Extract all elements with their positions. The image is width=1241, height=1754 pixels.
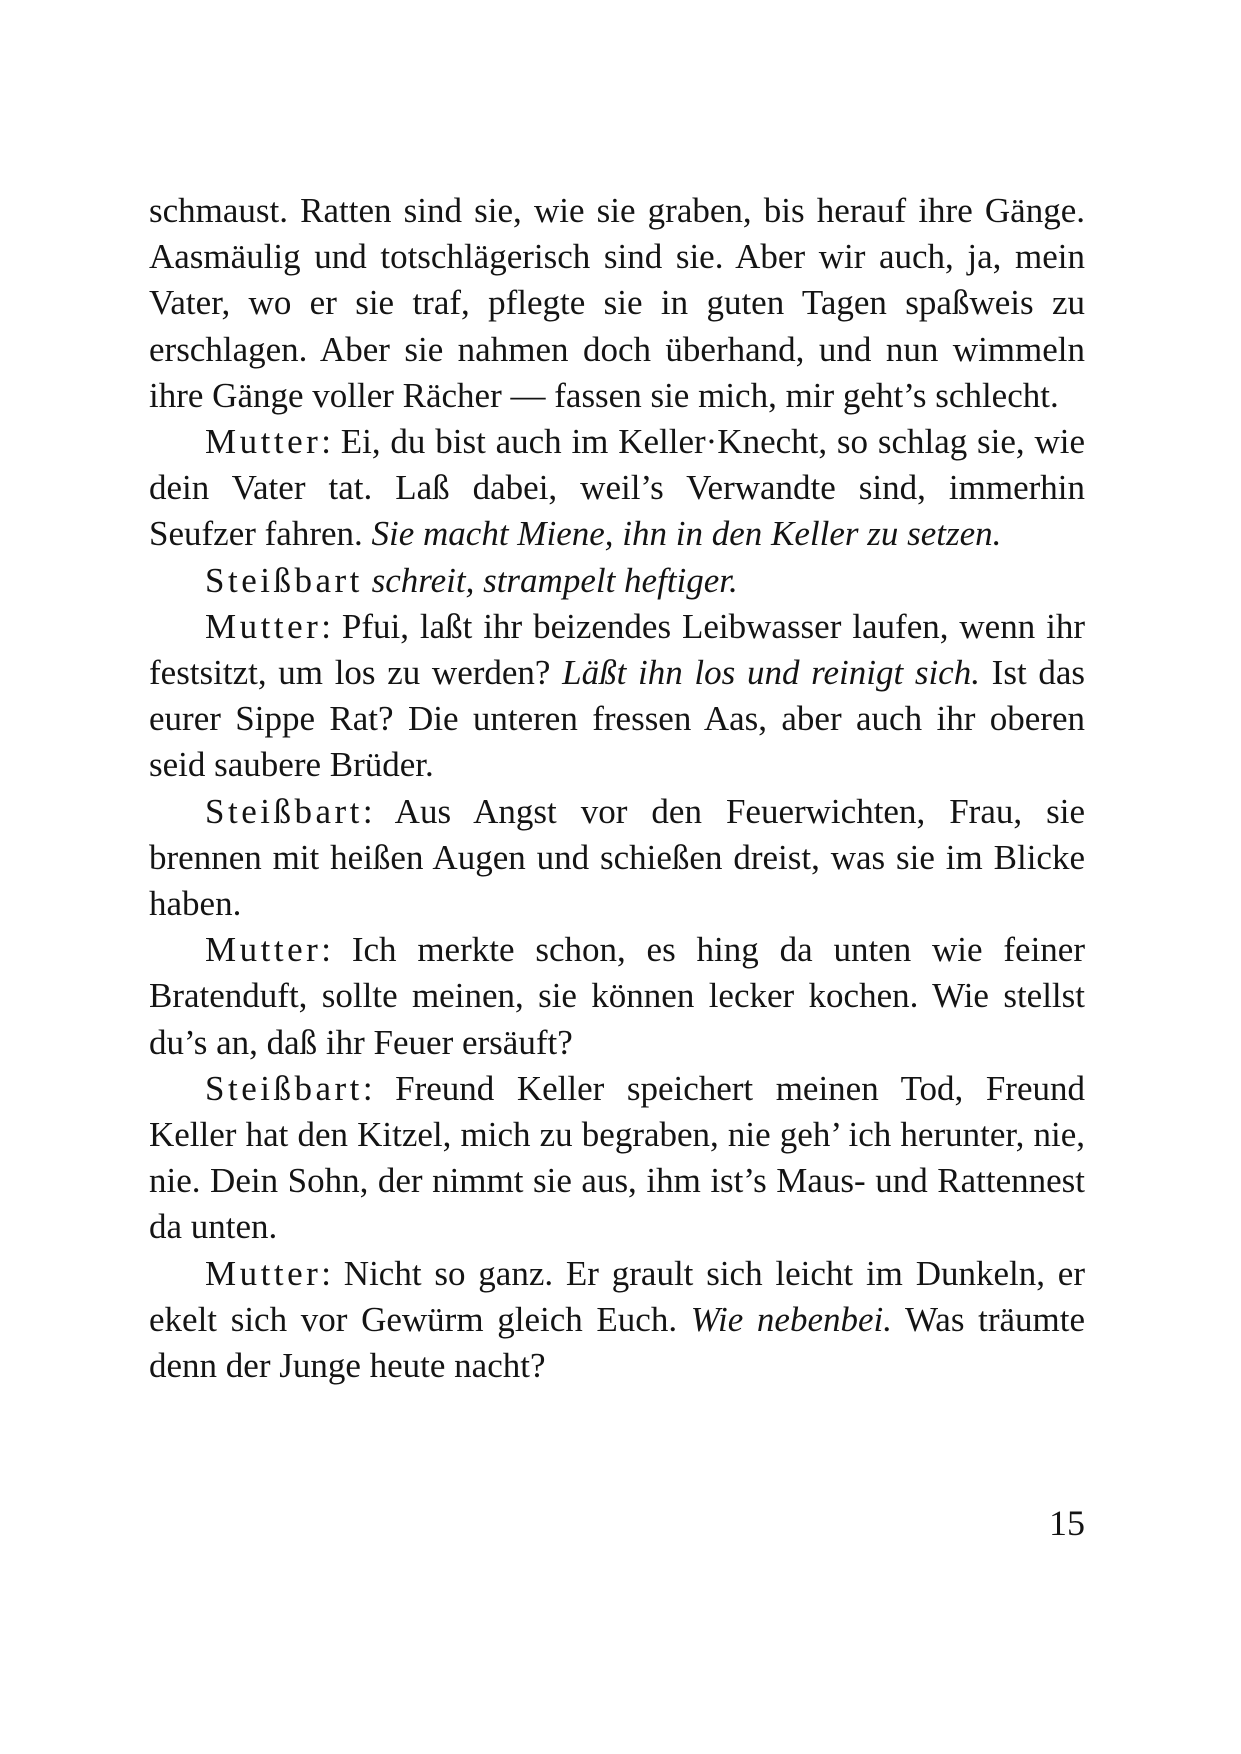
- paragraph-5: [149, 789, 1085, 928]
- stage-direction: Wie nebenbei.: [690, 1299, 893, 1339]
- speaker-name: Mutter: [205, 930, 322, 970]
- paragraph-7: [149, 1066, 1085, 1251]
- paragraph-text: : Ich merkte schon, es hing da unten wie feiner Bratenduft, sollte meinen, sie können lecker kochen. Wie stellst du’s an, daß ihr Feuer ersäuft?: [149, 930, 1085, 1062]
- speaker-name: Steißbart: [205, 560, 363, 600]
- page-number: 15: [1049, 1503, 1085, 1543]
- speaker-name: Mutter: [205, 422, 322, 462]
- stage-direction: Läßt ihn los und reinigt sich.: [562, 653, 980, 693]
- paragraph-3: [149, 558, 1085, 604]
- speaker-name: Mutter: [205, 1253, 322, 1293]
- stage-direction: Sie macht Miene, ihn in den Keller zu setzen.: [371, 514, 1002, 554]
- paragraph-2: [149, 419, 1085, 558]
- stage-direction: schreit, strampelt heftiger.: [371, 560, 738, 600]
- paragraph-text: : Freund Keller speichert meinen Tod, Freund Keller hat den Kitzel, mich zu begraben, nie geh’ ich herunter, nie, nie. Dein Sohn, der nimmt sie aus, ihm ist’s Maus- und Rattennest da unten.: [149, 1068, 1085, 1247]
- paragraph-4: [149, 604, 1085, 789]
- speaker-name: Steißbart: [205, 791, 363, 831]
- paragraph-text: : Pfui, laßt ihr beizendes Leibwasser laufen, wenn ihr festsitzt, um los zu werden?: [149, 606, 1085, 693]
- paragraph-8: [149, 1251, 1085, 1390]
- paragraph-text: schmaust. Ratten sind sie, wie sie graben, bis herauf ihre Gänge. Aasmäulig und totschlägerisch sind sie. Aber wir auch, ja, mein Vater, wo er sie traf, pflegte sie in guten Tagen spaßweis zu erschlagen. Aber sie nahmen doch überhand, und nun wimmeln ihre Gänge voller Rächer — fassen sie mich, mir geht’s schlecht.: [149, 191, 1085, 415]
- paragraph-1: [149, 188, 1085, 419]
- paragraph-text: : Aus Angst vor den Feuerwichten, Frau, sie brennen mit heißen Augen und schießen dreist, was sie im Blicke haben.: [149, 791, 1085, 924]
- speaker-name: Mutter: [205, 606, 322, 646]
- page-body: [149, 188, 1085, 1389]
- paragraph-text: : Ei, du bist auch im Keller·Knecht, so schlag sie, wie dein Vater tat. Laß dabei, weil’s Verwandte sind, immerhin Seufzer fahren.: [149, 422, 1085, 554]
- speaker-name: Steißbart: [205, 1068, 363, 1108]
- paragraph-6: [149, 927, 1085, 1066]
- paragraph-text: [363, 561, 372, 600]
- paragraph-text: : Nicht so ganz. Er grault sich leicht im Dunkeln, er ekelt sich vor Gewürm gleich Euch.: [149, 1253, 1085, 1339]
- paragraph-text: Was träumte denn der Junge heute nacht?: [149, 1299, 1086, 1386]
- paragraph-text: Ist das eurer Sippe Rat? Die unteren fressen Aas, aber auch ihr oberen seid saubere Brüder.: [149, 653, 1085, 785]
